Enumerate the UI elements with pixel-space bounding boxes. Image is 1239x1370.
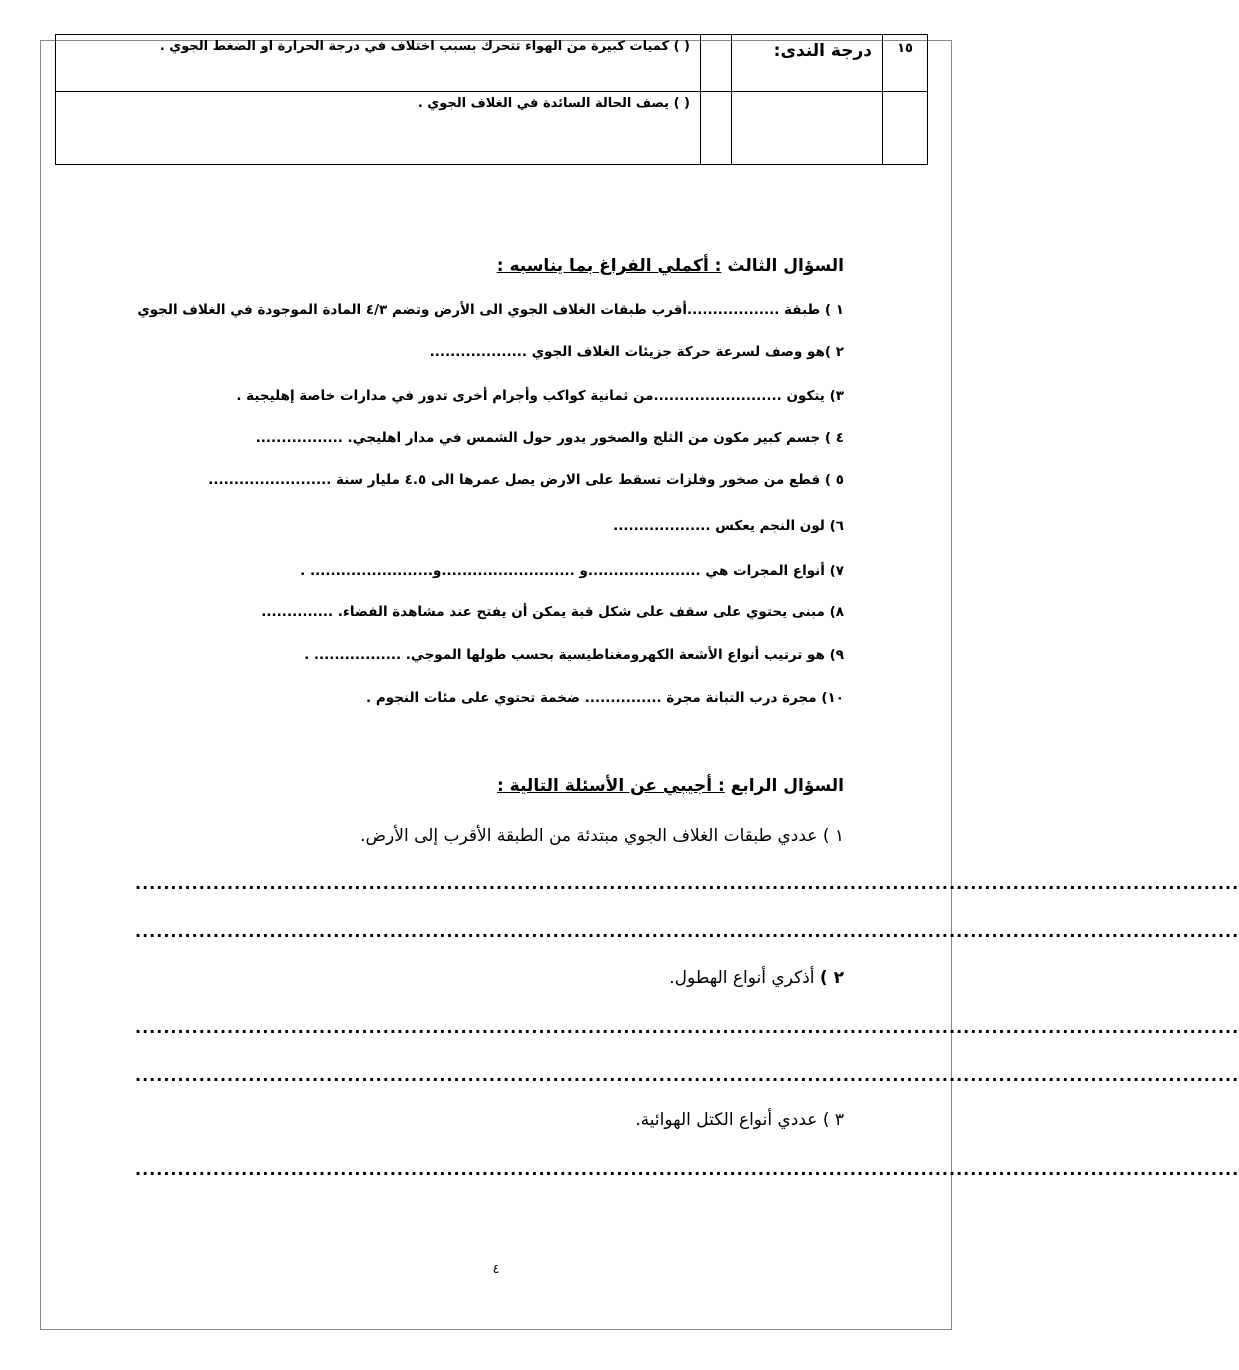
fill-item-9[interactable]: ٩) هو ترتيب أنواع الأشعة الكهرومغناطيسية بحسب طولها الموجي. ................. . (304, 647, 844, 663)
table-row (56, 35, 928, 92)
fill-item-2[interactable]: ٢ )هو وصف لسرعة حركة جزيئات الغلاف الجوي ................... (429, 344, 844, 360)
section3-heading (497, 256, 844, 276)
answer-line[interactable]: ............................................................................................................................................................ (135, 1018, 1239, 1037)
definition-text: يصف الحالة السائدة في الغلاف الجوي . (417, 96, 670, 111)
answer-bracket[interactable]: ( ) (673, 96, 690, 111)
row-number (883, 92, 928, 165)
question-number: ٢ ) (819, 968, 844, 988)
definition-text: كميات كبيرة من الهواء تتحرك بسبب اختلاف في درجة الحرارة او الضغط الجوي . (159, 39, 670, 54)
section4-heading (497, 776, 844, 796)
section3-label: السؤال الثالث (727, 256, 844, 276)
question-text: عددي طبقات الغلاف الجوي مبتدئة من الطبقة الأقرب إلى الأرض. (360, 826, 818, 846)
answer-cell[interactable] (701, 92, 732, 165)
question-text: عددي أنواع الكتل الهوائية. (635, 1110, 818, 1130)
answer-line[interactable]: ............................................................................................................................................................ (135, 922, 1239, 941)
fill-item-10[interactable]: ١٠) مجرة درب التبانة مجرة ............... ضخمة تحتوي على مئات النجوم . (366, 690, 844, 706)
table-row (56, 92, 928, 165)
fill-item-3[interactable]: ٣) يتكون .........................من ثمانية كواكب وأجرام أخرى تدور في مدارات خاصة إهليجية . (236, 388, 844, 404)
fill-item-7[interactable]: ٧) أنواع المجرات هي ......................و ..........................و........................ . (300, 563, 844, 579)
row-number: ١٥ (883, 35, 928, 92)
question-number: ١ ) (822, 826, 844, 846)
term-cell (732, 92, 883, 165)
question-1 (360, 826, 844, 846)
question-3 (635, 1110, 844, 1130)
answer-bracket[interactable]: ( ) (673, 39, 690, 54)
answer-line[interactable]: ............................................................................................................................................................ (135, 1066, 1239, 1085)
fill-item-4[interactable]: ٤ ) جسم كبير مكون من الثلج والصخور يدور حول الشمس في مدار اهليجي. ................. (255, 430, 844, 446)
question-text: أذكري أنواع الهطول. (669, 968, 815, 988)
page-frame (40, 40, 1239, 1330)
answer-line[interactable]: ............................................................................................................................................................ (135, 874, 1239, 893)
answer-cell[interactable] (701, 35, 732, 92)
definition-cell (56, 92, 701, 165)
section4-label: السؤال الرابع (730, 776, 844, 796)
page-number: ٤ (492, 1262, 500, 1277)
matching-table (55, 34, 928, 165)
fill-item-5[interactable]: ٥ ) قطع من صخور وفلزات تسقط على الارض يصل عمرها الى ٤.٥ مليار سنة ........................ (208, 472, 844, 488)
fill-item-1[interactable]: ١ ) طبقة ..................أقرب طبقات الغلاف الجوي الى الأرض وتضم ٤/٣ المادة الموجودة في الغلاف الجوي (137, 302, 844, 318)
question-2 (669, 968, 844, 988)
term-cell: درجة الندى: (732, 35, 883, 92)
answer-line[interactable]: ............................................................................................................................................................ (135, 1160, 1239, 1179)
fill-item-6[interactable]: ٦) لون النجم يعكس ................... (613, 518, 844, 534)
question-number: ٣ ) (822, 1110, 844, 1130)
section4-title: : أجيبي عن الأسئلة التالية : (496, 776, 725, 796)
definition-cell (56, 35, 701, 92)
section3-title: : أكملي الفراغ بما يناسبه : (496, 256, 722, 276)
fill-item-8[interactable]: ٨) مبنى يحتوي على سقف على شكل قبة يمكن أن يفتح عند مشاهدة الفضاء. .............. (261, 604, 844, 620)
